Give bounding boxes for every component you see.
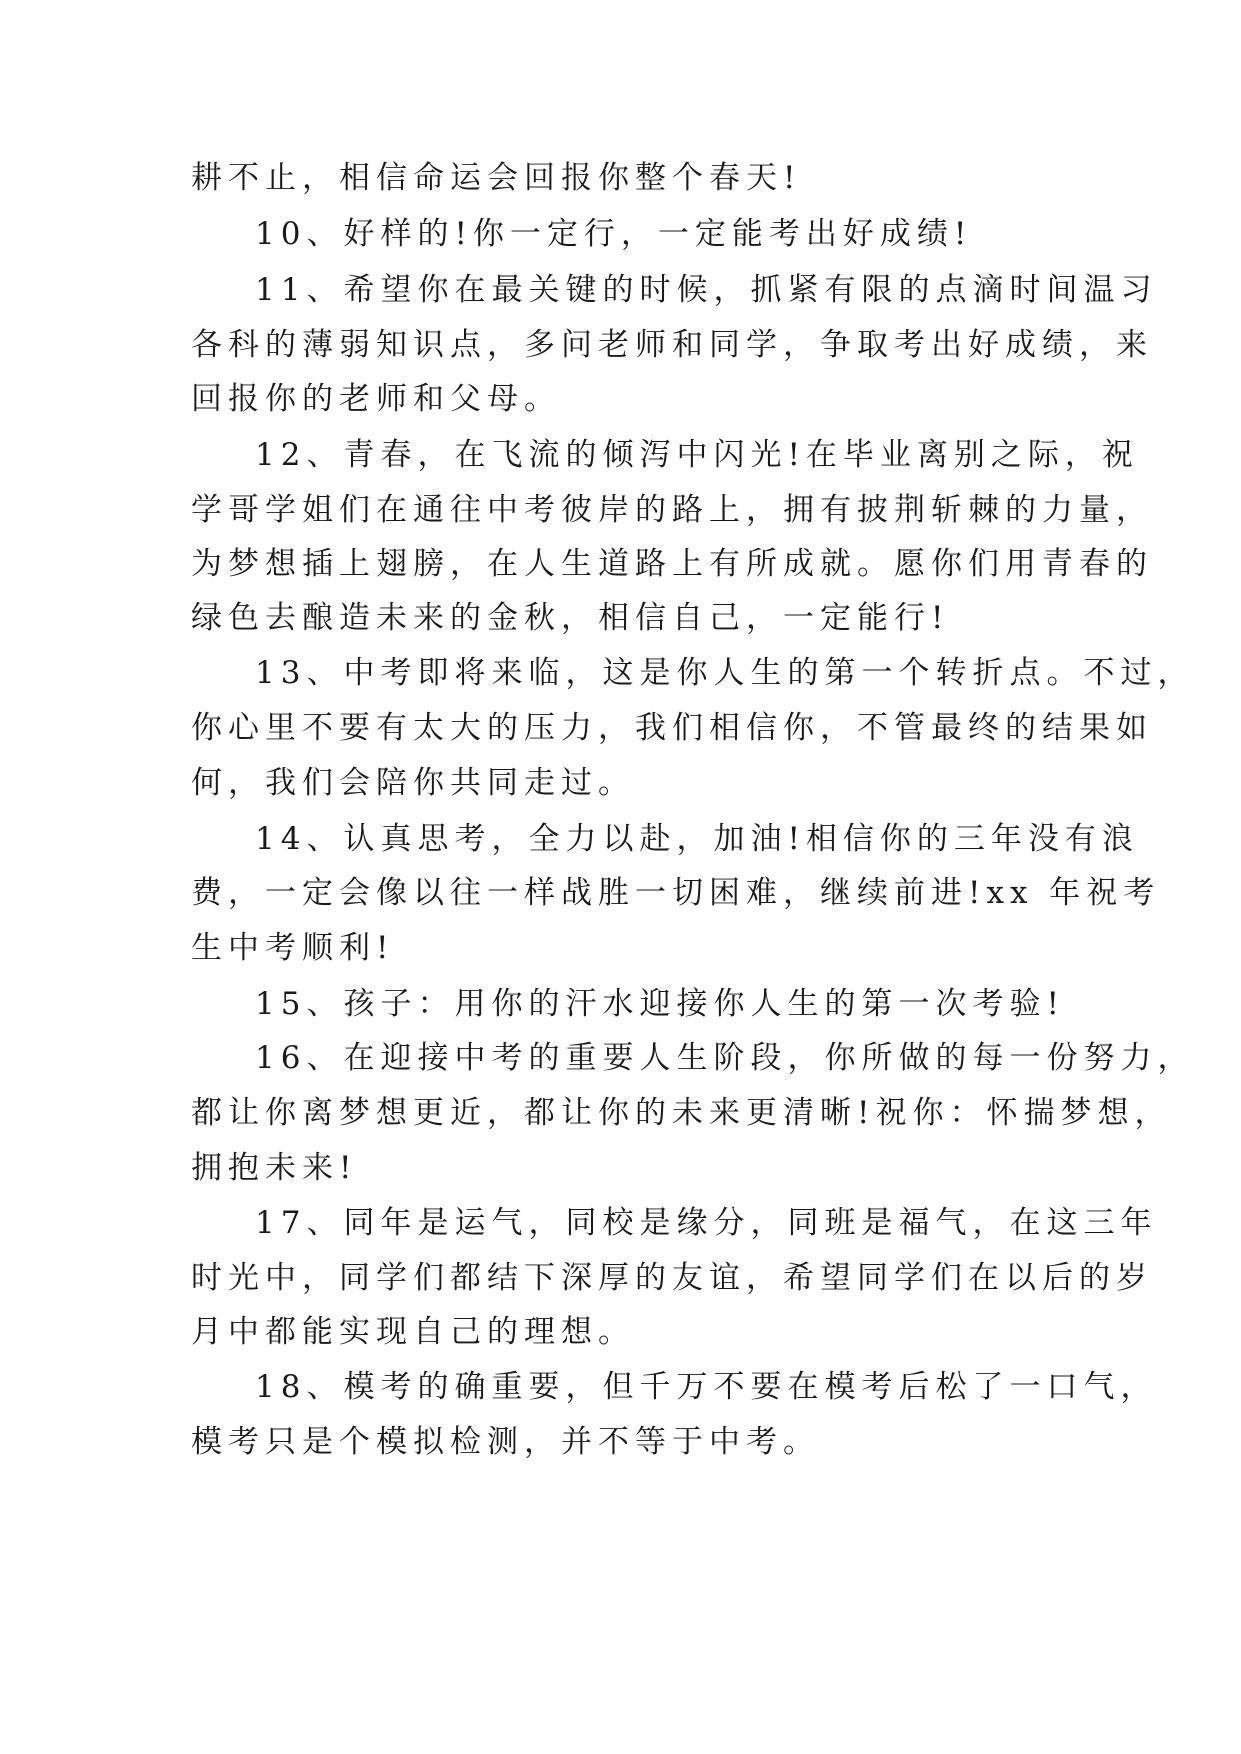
text-line: 17、同年是运气，同校是缘分，同班是福气，在这三年: [255, 1205, 1158, 1241]
text-line: 时光中，同学们都结下深厚的友谊，希望同学们在以后的岁: [191, 1260, 1153, 1296]
text-line: 10、好样的!你一定行，一定能考出好成绩!: [255, 216, 973, 252]
text-line: 13、中考即将来临，这是你人生的第一个转折点。不过，: [255, 655, 1195, 691]
text-line: 16、在迎接中考的重要人生阶段，你所做的每一份努力，: [255, 1040, 1195, 1076]
text-line: 各科的薄弱知识点，多问老师和同学，争取考出好成绩，来: [191, 327, 1153, 363]
text-line: 18、模考的确重要，但千万不要在模考后松了一口气，: [255, 1369, 1158, 1405]
text-line: 绿色去酿造未来的金秋，相信自己，一定能行!: [191, 600, 950, 636]
text-line: 你心里不要有太大的压力，我们相信你，不管最终的结果如: [191, 710, 1153, 746]
text-line: 生中考顺利!: [191, 930, 395, 966]
text-line: 为梦想插上翅膀，在人生道路上有所成就。愿你们用青春的: [191, 546, 1153, 582]
text-line: 耕不止，相信命运会回报你整个春天!: [191, 160, 802, 196]
text-line: 回报你的老师和父母。: [191, 381, 561, 417]
text-line: 学哥学姐们在通往中考彼岸的路上，拥有披荆斩棘的力量，: [191, 492, 1153, 528]
text-line: 都让你离梦想更近，都让你的未来更清晰!祝你：怀揣梦想，: [191, 1095, 1172, 1131]
text-line: 何，我们会陪你共同走过。: [191, 765, 635, 801]
text-line: 模考只是个模拟检测，并不等于中考。: [191, 1424, 820, 1460]
text-line: 月中都能实现自己的理想。: [191, 1314, 635, 1350]
text-line: 14、认真思考，全力以赴，加油!相信你的三年没有浪: [255, 821, 1139, 857]
text-line: 拥抱未来!: [191, 1150, 358, 1186]
text-line: 12、青春，在飞流的倾泻中闪光!在毕业离别之际，祝: [255, 437, 1139, 473]
text-line: 费，一定会像以往一样战胜一切困难，继续前进!xx 年祝考: [191, 875, 1161, 911]
text-line: 15、孩子：用你的汗水迎接你人生的第一次考验!: [255, 986, 1065, 1022]
text-line: 11、希望你在最关键的时候，抓紧有限的点滴时间温习: [255, 272, 1158, 308]
